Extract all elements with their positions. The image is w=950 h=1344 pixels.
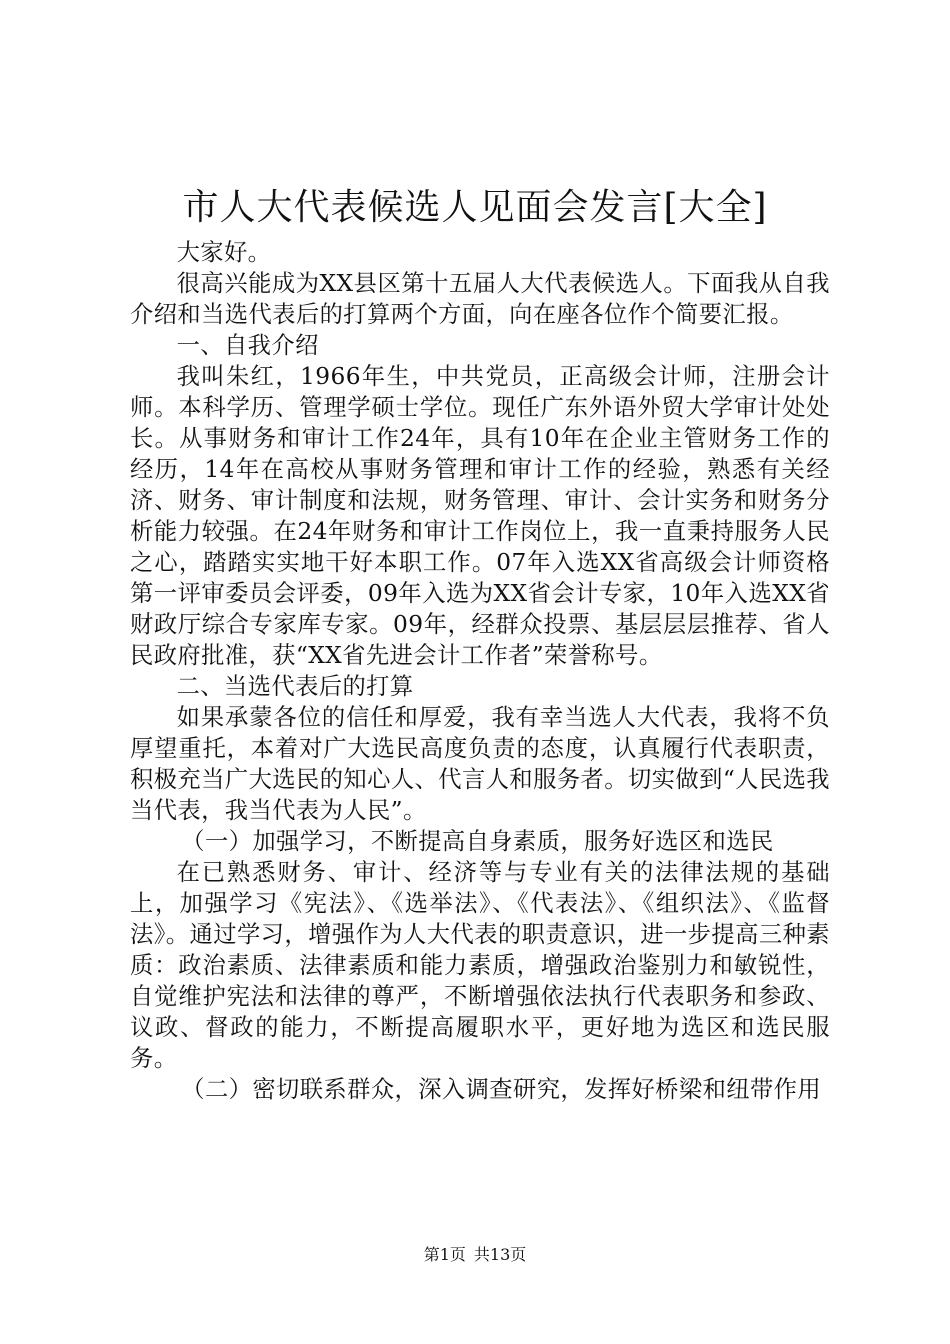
document-body	[130, 237, 830, 1105]
page-number: 第1页	[423, 1245, 466, 1264]
subsection-heading-contact-masses: （二）密切联系群众，深入调查研究，发挥好桥梁和纽带作用	[181, 1076, 822, 1103]
study-paragraph: 在已熟悉财务、审计、经济等与专业有关的法律法规的基础上，加强学习《宪法》、《选举法》、《代表法》、《组织法》、《监督法》。通过学习，增强作为人大代表的职责意识，进一步提高三种素质：政治素质、法律素质和能力素质，增强政治鉴别力和敏锐性，自觉维护宪法和法律的尊严，不断增强依法执行代表职务和参政、议政、督政的能力，不断提高履职水平，更好地为选区和选民服务。	[130, 859, 830, 1072]
intro-paragraph: 很高兴能成为XX县区第十五届人大代表候选人。下面我从自我介绍和当选代表后的打算两个方面，向在座各位作个简要汇报。	[130, 270, 830, 328]
plans-paragraph: 如果承蒙各位的信任和厚爱，我有幸当选人大代表，我将不负厚望重托，本着对广大选民高度负责的态度，认真履行代表职责，积极充当广大选民的知心人、代言人和服务者。切实做到“人民选我当代表，我当代表为人民”。	[130, 704, 830, 824]
greeting-paragraph: 大家好。	[176, 239, 272, 266]
self-introduction-paragraph: 我叫朱红，1966年生，中共党员，正高级会计师，注册会计师。本科学历、管理学硕士学位。现任广东外语外贸大学审计处处长。从事财务和审计工作24年，具有10年在企业主管财务工作的经历，14年在高校从事财务管理和审计工作的经验，熟悉有关经济、财务、审计制度和法规，财务管理、审计、会计实务和财务分析能力较强。在24年财务和审计工作岗位上，我一直秉持服务人民之心，踏踏实实地干好本职工作。07年入选XX省高级会计师资格第一评审委员会评委，09年入选为XX省会计专家，10年入选XX省财政厅综合专家库专家。09年，经群众投票、基层层层推荐、省人民政府批准，获“XX省先进会计工作者”荣誉称号。	[130, 363, 830, 669]
page-footer	[0, 1244, 950, 1266]
page-total: 共13页	[473, 1245, 527, 1264]
document-title: 市人大代表候选人见面会发言[大全]	[182, 187, 768, 228]
section-heading-self-introduction: 一、自我介绍	[176, 332, 319, 359]
section-heading-plans: 二、当选代表后的打算	[176, 673, 414, 700]
subsection-heading-study: （一）加强学习，不断提高自身素质，服务好选区和选民	[181, 828, 774, 855]
